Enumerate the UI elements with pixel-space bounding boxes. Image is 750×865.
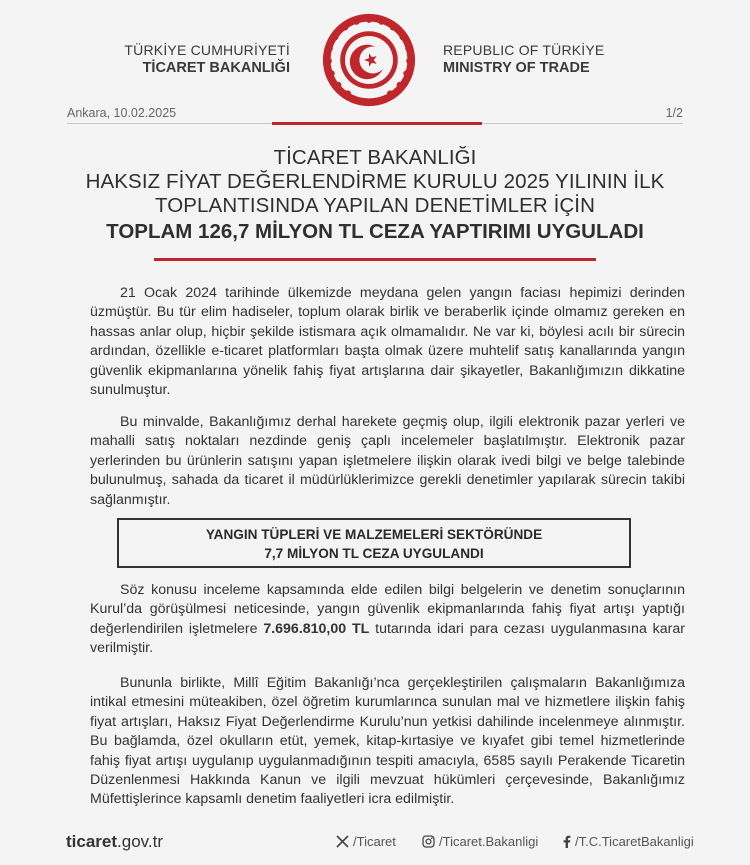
document-date: Ankara, 10.02.2025 [67,106,177,120]
facebook-handle: /T.C.TicaretBakanligi [575,834,694,849]
title-line2: HAKSIZ FİYAT DEĞERLENDİRME KURULU 2025 YILININ İLK [85,170,665,193]
paragraph-4: Bununla birlikte, Millî Eğitim Bakanlığı’nca gerçekleştirilen çalışmaların Bakanlığımıza intikal etmesini müteakiben, özel öğretim kurumlarınca sunulan mal ve hizmetlere ilişkin fahiş fiyat artışları, Haksız Fiyat Değerlendirme Kurulu’nun yetkisi dahilinde incelenmeye alınmıştır. Bu bağlamda, özel okulların etüt, yemek, kitap-kırtasiye ve kıyafet gibi temel hizmetlerinde fahiş fiyat artışı uygulanıp uygulanmadığının tespiti amacıyla, 6585 sayılı Perakende Ticaretin Düzenlenmesi Hakkında Kanun ve ilgili mevzuat hükümleri çerçevesinde, Bakanlığımız Müfettişlerince kapsamlı denetim faaliyetleri icra edilmiştir. [90,675,685,808]
highlight-box [117,518,631,568]
website-link[interactable] [66,832,163,852]
title-line1: TİCARET BAKANLIĞI [273,146,477,169]
paragraph-1: 21 Ocak 2024 tarihinde ülkemizde meydana gelen yangın faciası hepimizi derinden üzmüştür. Bu tür elim hadiseler, toplum olarak birlik ve beraberlik içinde olmamız gereken en hassas anlar olup, hiçbir şekilde istismara açık olmamalıdır. Ne var ki, böylesi acılı bir sürecin ardından, özellikle e-ticaret platformları başta olmak üzere muhtelif satış kanallarında yangın güvenlik ekipmanlarına yönelik fahiş fiyat artışlarına dair şikayetler, Bakanlığımızın dikkatine sunulmuştur. [90,285,685,399]
site-domain: .gov.tr [117,832,164,851]
instagram-link[interactable] [422,834,538,849]
highlight-line2: 7,7 MİLYON TL CEZA UYGULANDI [264,546,484,561]
paragraph-3-start: Söz konusu inceleme kapsamında elde edilen bilgi belgelerin ve denetim sonuçlarının Kurul’da görüşülmesi neticesinde, yangın güvenlik ekipmanlarında fahiş fiyat artışı yaptığı değerlendirilen işletmelere [90,582,685,637]
title-headline: TOPLAM 126,7 MİLYON TL CEZA YAPTIRIMI UYGULADI [106,220,644,243]
highlight-line1: YANGIN TÜPLERİ VE MALZEMELERİ SEKTÖRÜNDE [205,527,543,542]
site-name: ticaret [66,832,118,851]
header-turkish [124,42,290,77]
header-divider [67,122,683,126]
red-accent-divider [272,122,482,125]
facebook-link[interactable] [562,834,694,849]
document-title [40,146,710,246]
x-handle: /Ticaret [353,834,396,849]
instagram-icon [422,835,435,848]
title-underline [154,258,596,261]
instagram-handle: /Ticaret.Bakanligi [439,834,539,849]
title-line3: TOPLANTISINDA YAPILAN DENETİMLER İÇİN [154,194,595,217]
x-link[interactable] [336,834,396,849]
facebook-icon [562,835,571,848]
paragraph-3 [90,581,685,659]
paragraph-3-end: tutarında idari para cezası uygulanmasına karar verilmiştir. [90,620,685,657]
letterhead [0,0,750,100]
header-right-line2: MINISTRY OF TRADE [443,60,590,76]
header-english [443,42,604,77]
footer [0,832,750,854]
header-right-line1: REPUBLIC OF TÜRKİYE [443,42,605,58]
x-icon [336,835,349,848]
header-left-line1: TÜRKİYE CUMHURİYETİ [124,42,290,58]
paragraph-2: Bu minvalde, Bakanlığımız derhal harekete geçmiş olup, ilgili elektronik pazar yerleri ve mahalli satış noktaları nezdinde geniş çaplı incelemeler başlatılmıştır. Elektronik pazar yerlerinden bu ürünlerin satışını yapan işletmelere ilişkin olarak ivedi bilgi ve belge talebinde bulunulmuş, sahada da ticaret il müdürlüklerimizce gerekli denetimler yapılarak sürecin takibi sağlanmıştır. [90,414,685,508]
meta-row [67,106,683,122]
ministry-emblem-icon [321,12,417,108]
penalty-amount: 7.696.810,00 TL [263,620,370,637]
page-number: 1/2 [665,106,683,120]
header-left-line2: TİCARET BAKANLIĞI [142,60,290,76]
